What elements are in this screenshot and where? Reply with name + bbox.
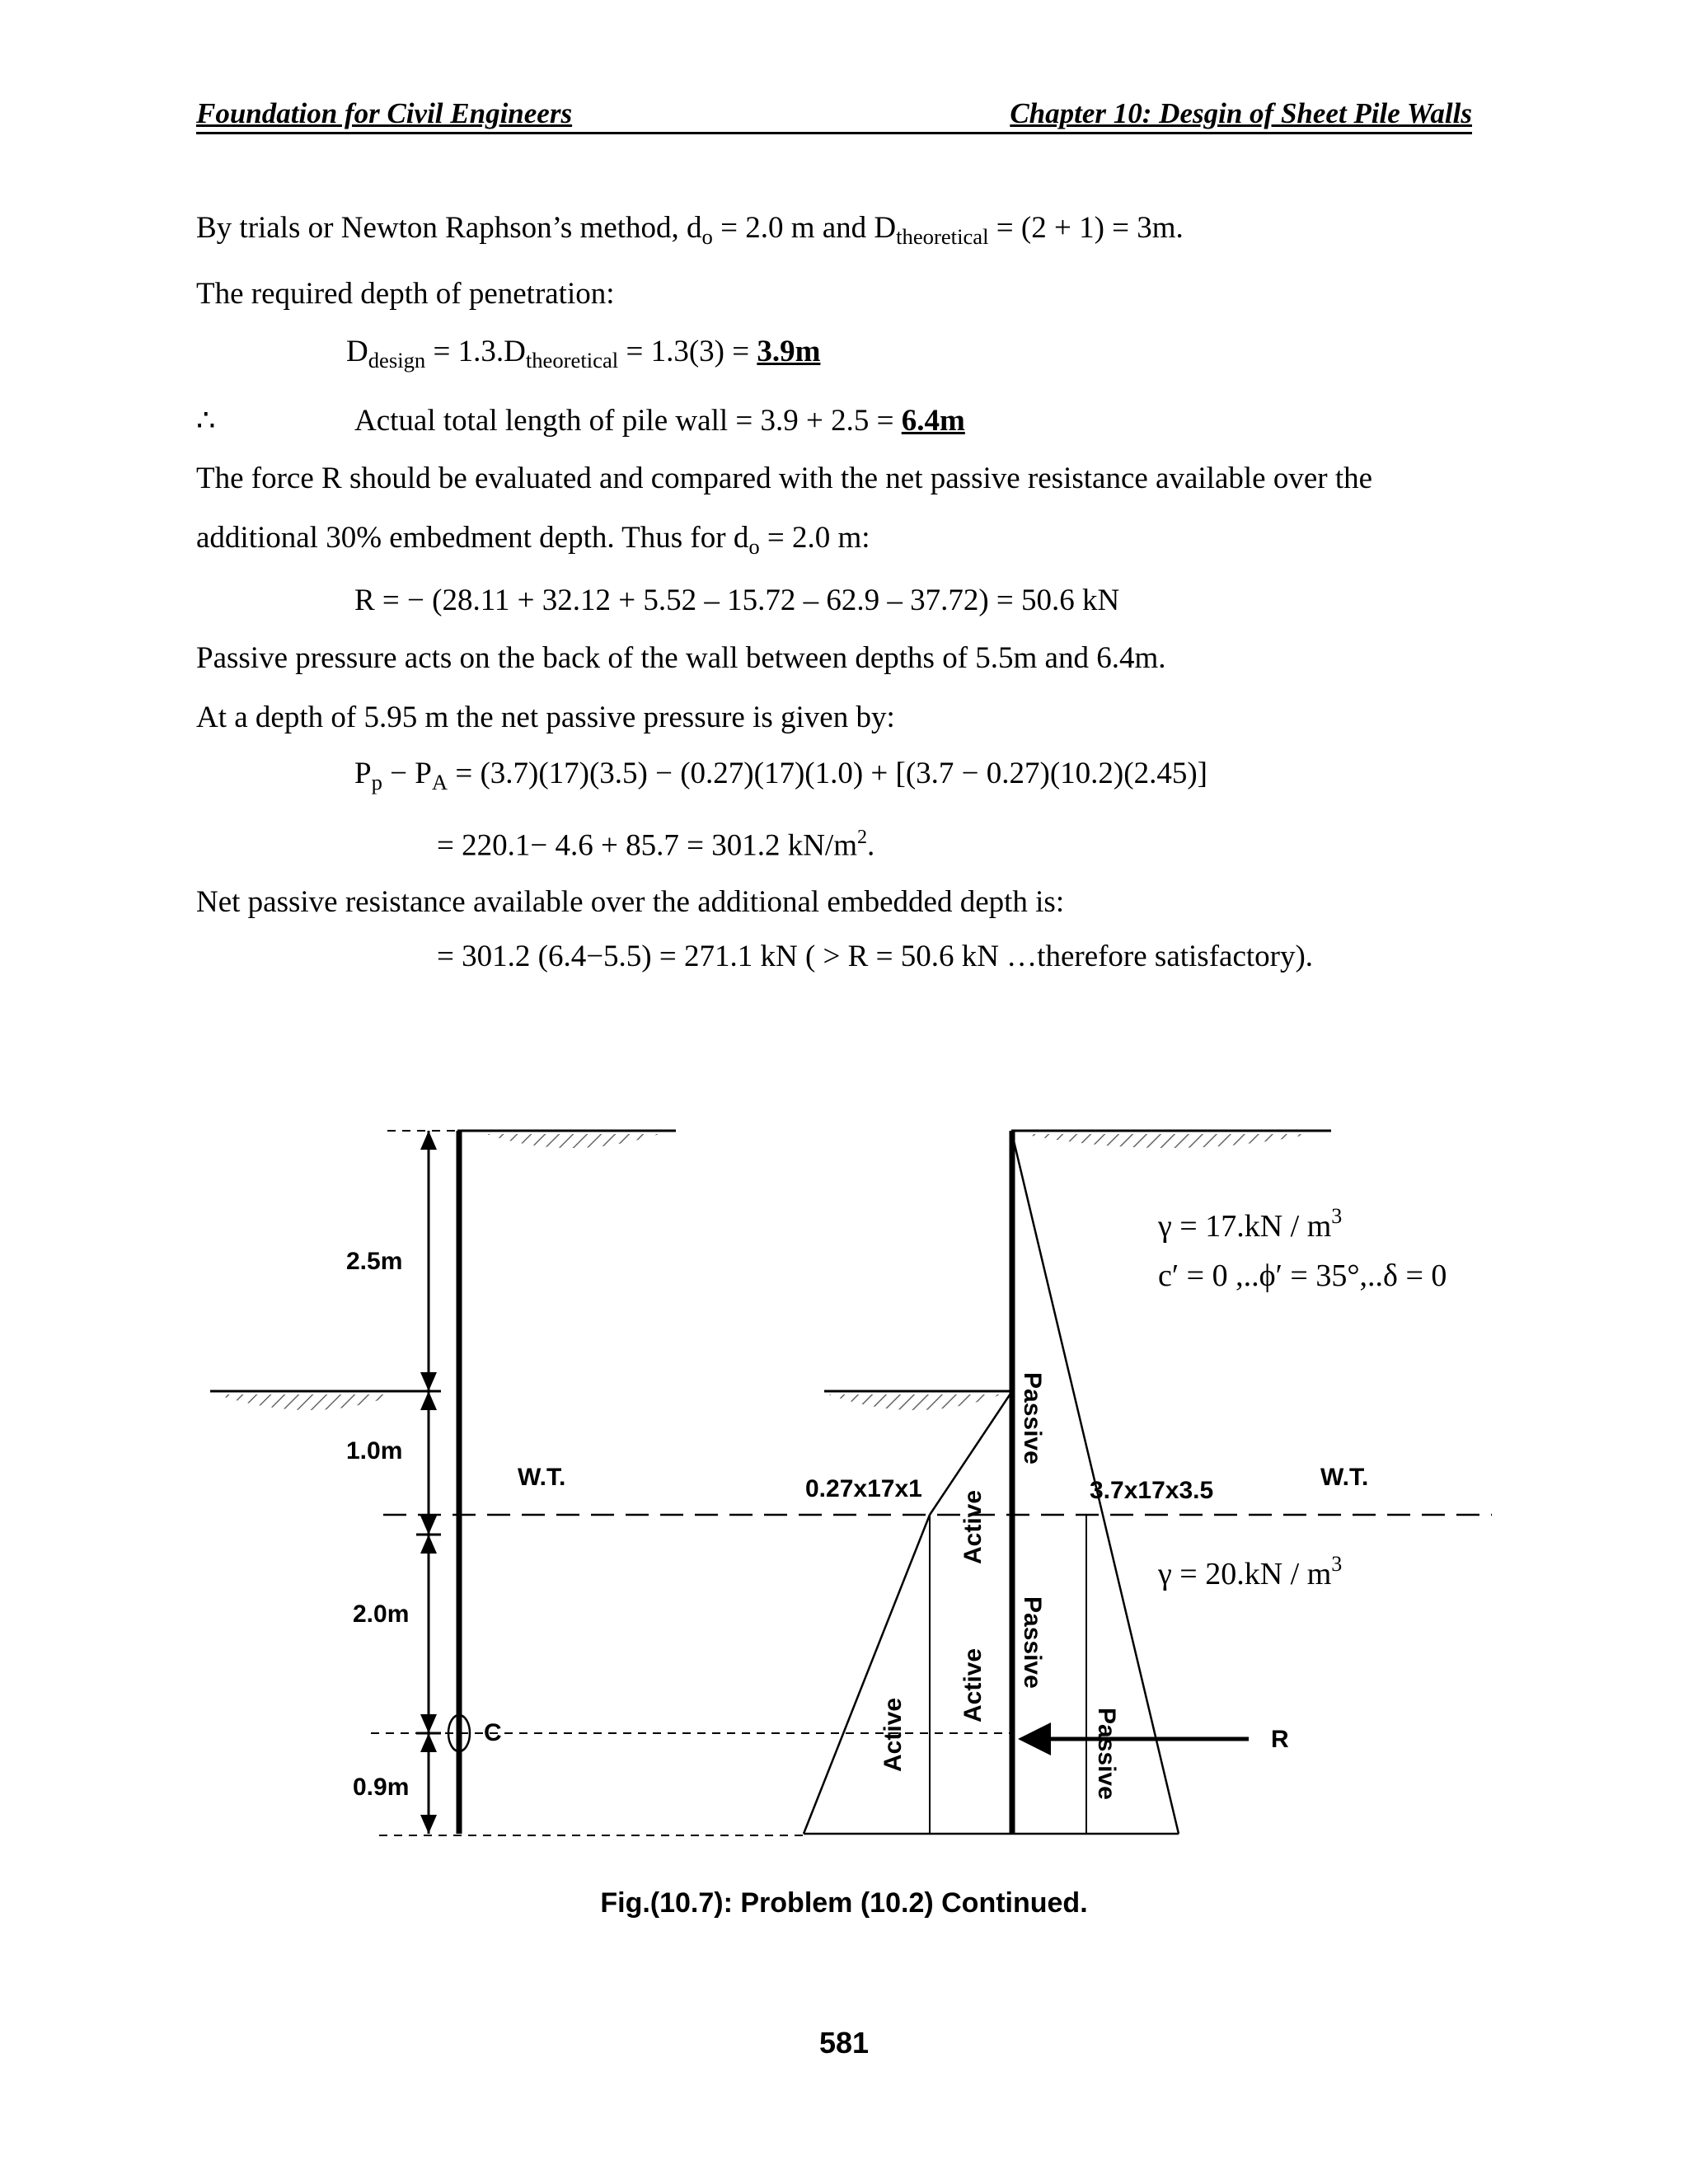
unit-weight-lower: $\gamma = 20.kN / m^3$	[1158, 1552, 1343, 1591]
body-line-2: The required depth of penetration:	[196, 277, 615, 311]
active-pressure-value: 0.27x17x1	[805, 1475, 922, 1502]
header-chapter-title: Chapter 10: Desgin of Sheet Pile Walls	[1010, 97, 1472, 129]
active-label-middle: Active	[959, 1647, 987, 1722]
design-depth-equation: $D_{design} = 1.3.D_{theoretical} = 1.3(3) = 3.9m$	[346, 335, 821, 373]
ground-hatch-top-right	[1022, 1134, 1311, 1148]
dim-0.9m: 0.9m	[353, 1774, 410, 1801]
body-line-9: At a depth of 5.95 m the net passive pressure is given by:	[196, 701, 895, 734]
active-label-upper: Active	[959, 1489, 987, 1564]
pressure-diagram	[804, 1131, 1447, 1834]
ground-hatch-dredge-left	[216, 1394, 396, 1410]
total-length-line: Actual total length of pile wall = 3.9 + 2.5 = 6.4m	[354, 404, 965, 438]
passive-label-lower: Passive	[1093, 1708, 1120, 1800]
body-line-6: additional 30% embedment depth. Thus for $d_o = 2.0$ m:	[196, 521, 870, 559]
unit-weight-upper: $\gamma = 17.kN / m^3$	[1158, 1204, 1343, 1244]
ground-hatch-top-left	[486, 1134, 659, 1148]
header-book-title: Foundation for Civil Engineers	[196, 97, 573, 129]
passive-label-middle: Passive	[1019, 1596, 1046, 1689]
ground-hatch-dredge-right	[828, 1394, 1001, 1410]
body-line-5: The force R should be evaluated and compared with the net passive resistance available over the	[196, 462, 1373, 495]
body-line-8: Passive pressure acts on the back of the wall between depths of 5.5m and 6.4m.	[196, 641, 1166, 675]
soil-strength-params: c′ = 0 ,..ϕ′ = 35°,..δ = 0	[1158, 1258, 1447, 1293]
active-label-lower: Active	[879, 1697, 907, 1772]
point-c-label: C	[484, 1719, 502, 1746]
dim-2.0m: 2.0m	[353, 1601, 410, 1628]
passive-label-upper: Passive	[1019, 1372, 1046, 1465]
therefore-symbol: ∴	[196, 404, 216, 438]
page-number: 581	[818, 2026, 870, 2060]
net-passive-result: = 220.1− 4.6 + 85.7 = 301.2 $kN/m^2$.	[437, 827, 875, 863]
net-passive-equation: $P_p - P_A = (3.7)(17)(3.5) - (0.27)(17)(1.0) + [(3.7 - 0.27)(10.2)(2.45)]$	[354, 757, 1207, 794]
resistance-result: = 301.2 (6.4−5.5) = 271.1 kN ( > R = 50.6 kN …therefore satisfactory).	[437, 940, 1314, 973]
dim-2.5m: 2.5m	[346, 1248, 403, 1275]
body-line-12: Net passive resistance available over the additional embedded depth is:	[196, 885, 1065, 919]
wt-label-left: W.T.	[518, 1464, 566, 1491]
passive-pressure-value: 3.7x17x3.5	[1090, 1477, 1214, 1504]
body-line-1: By trials or Newton Raphson’s method, $d_o = 2.0$ m and $D_{theoretical} = (2 + 1) = 3m$.	[196, 211, 1184, 249]
force-r-label: R	[1271, 1726, 1289, 1753]
wt-label-right: W.T.	[1320, 1464, 1369, 1491]
figure-caption: Fig.(10.7): Problem (10.2) Continued.	[600, 1887, 1088, 1919]
dim-1.0m: 1.0m	[346, 1437, 403, 1465]
force-r-equation: R = − (28.11 + 32.12 + 5.52 – 15.72 – 62.9 – 37.72) = 50.6 kN	[354, 583, 1120, 617]
